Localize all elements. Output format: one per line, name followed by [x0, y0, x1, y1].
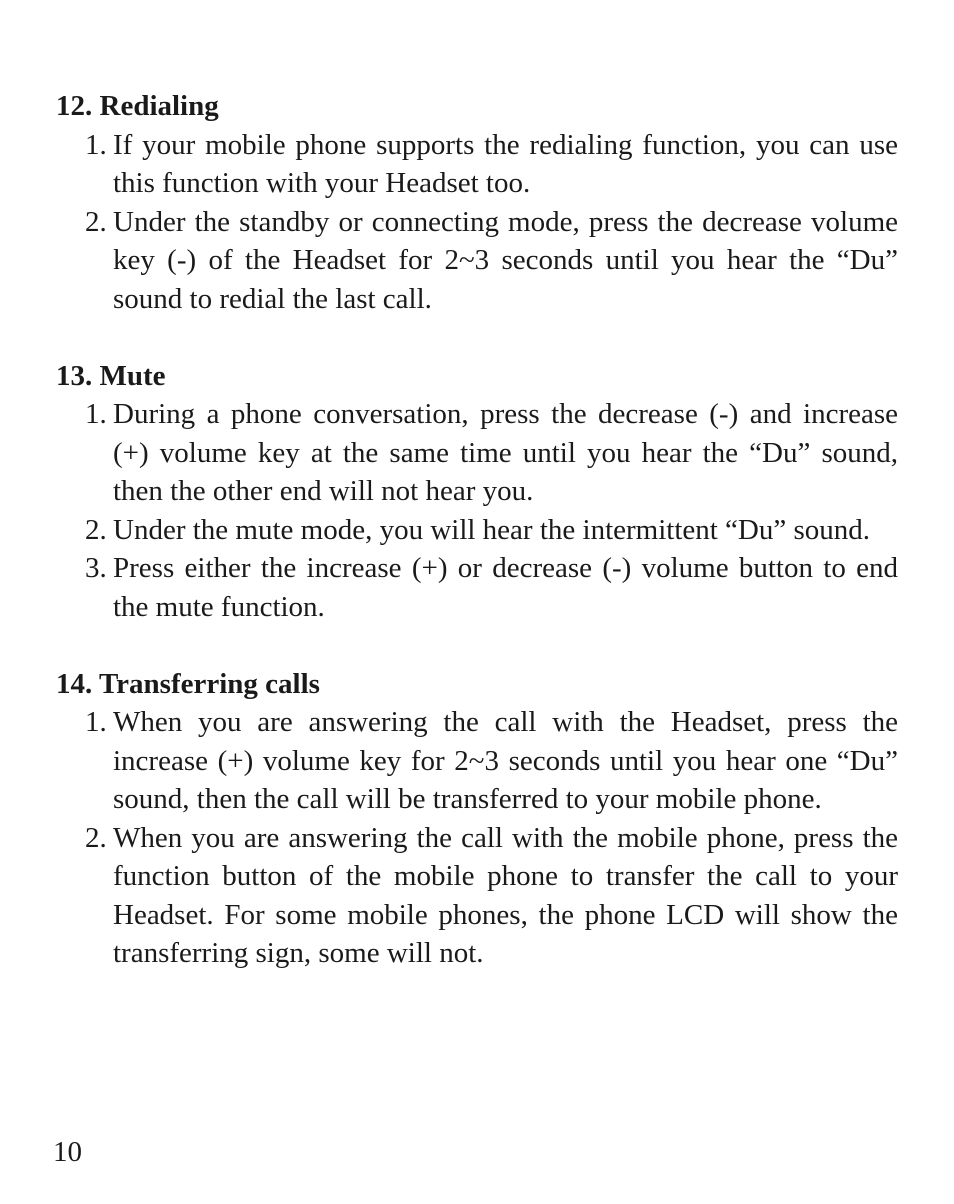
list-item: [56, 819, 898, 973]
list-item: [56, 549, 898, 626]
item-number: 2.: [85, 205, 107, 238]
item-number: 2.: [85, 821, 107, 854]
list-item: [56, 703, 898, 819]
section-heading: 12. Redialing: [56, 90, 219, 122]
item-text: Under the standby or connecting mode, press the decrease volume key (-) of the Headset for 2~3 seconds until you hear the “Du” sound to redial the last call.: [113, 205, 898, 315]
item-text: If your mobile phone supports the redialing function, you can use this function with your Headset too.: [113, 128, 898, 199]
list-item: [56, 126, 898, 203]
item-number: 1.: [85, 706, 107, 738]
section-mute: [56, 357, 898, 627]
section-heading: 13. Mute: [56, 359, 166, 392]
section-heading: 14. Transferring calls: [56, 667, 320, 700]
item-text: When you are answering the call with the Headset, press the increase (+) volume key for 2~3 seconds until you hear one “Du” sound, then the call will be transferred to your mobile phone.: [113, 706, 898, 815]
item-number: 1.: [85, 398, 107, 430]
item-number: 2.: [85, 513, 107, 546]
item-number: 3.: [85, 552, 107, 584]
item-text: Under the mute mode, you will hear the intermittent “Du” sound.: [113, 513, 871, 546]
page-body: [56, 87, 898, 973]
section-redialing: [56, 87, 898, 318]
item-text: When you are answering the call with the mobile phone, press the function button of the mobile phone to transfer the call to your Headset. For some mobile phones, the phone LCD will show the transferring sign, some will not.: [113, 821, 898, 969]
page-number: 10: [53, 1136, 82, 1168]
item-number: 1.: [85, 128, 107, 161]
list-item: [56, 511, 898, 550]
list-item: [56, 395, 898, 511]
item-text: Press either the increase (+) or decrease (-) volume button to end the mute function.: [113, 552, 898, 623]
item-text: During a phone conversation, press the decrease (-) and increase (+) volume key at the same time until you hear the “Du” sound, then the other end will not hear you.: [113, 398, 898, 507]
section-transferring-calls: [56, 665, 898, 973]
list-item: [56, 203, 898, 319]
